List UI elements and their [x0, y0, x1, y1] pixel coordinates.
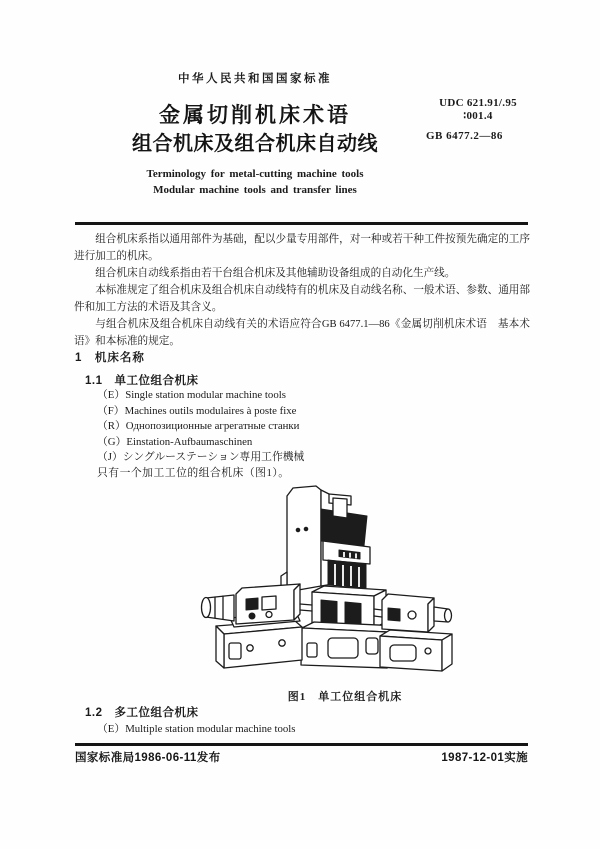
term-list-1-1 [97, 388, 517, 482]
english-title-line-1: Terminology for metal-cutting machine tools [146, 168, 364, 180]
term-definition: 只有一个加工工位的组合机床（图1）。 [97, 467, 290, 480]
term-french: （F）Machines outils modulaires à poste fixe [97, 404, 297, 417]
term-german: （G）Einstation-Aufbaumaschinen [97, 435, 253, 448]
standard-label: 中华人民共和国国家标准 [178, 73, 332, 85]
term-english: （E）Single station modular machine tools [97, 389, 286, 401]
udc-line-1: UDC 621.91/.95 [439, 97, 517, 109]
intro-paragraph: 本标准规定了组合机床及组合机床自动线特有的机床及自动线名称、一般术语、参数、通用部件和加工方法的术语及其含义。 [74, 285, 530, 313]
udc-line-2: ∶001.4 [463, 110, 493, 122]
machine-tool-illustration [190, 480, 465, 685]
intro-paragraphs [74, 231, 530, 350]
right-horizontal-unit [380, 594, 452, 671]
header-rule [75, 222, 528, 225]
title-line-2: 组合机床及组合机床自动线 [132, 133, 378, 155]
section-1-heading: 1 机床名称 [75, 352, 145, 364]
term-list-1-2: （E）Multiple station modular machine tools [97, 723, 296, 735]
intro-paragraph: 组合机床自动线系指由若干台组合机床及其他辅助设备组成的自动化生产线。 [95, 268, 456, 279]
footer-rule [75, 743, 528, 746]
footer-issued-date: 国家标准局1986-06-11发布 [75, 752, 221, 764]
english-title [62, 166, 448, 198]
standard-code: GB 6477.2—86 [426, 130, 503, 142]
english-title-line-2: Modular machine tools and transfer lines [153, 184, 357, 196]
intro-paragraph: 组合机床系指以通用部件为基础，配以少量专用部件，对一种或若干种工件按预先确定的工序进行加工的机床。 [74, 234, 530, 262]
term-russian: （R）Однопозиционные агрегатные станки [97, 420, 300, 433]
section-1-1-heading: 1.1 单工位组合机床 [85, 375, 199, 387]
footer-effective-date: 1987-12-01实施 [441, 752, 528, 764]
udc-classification [423, 97, 533, 123]
left-horizontal-unit [202, 584, 303, 668]
title-line-1: 金属切削机床术语 [159, 104, 351, 127]
intro-paragraph: 与组合机床及组合机床自动线有关的术语应符合GB 6477.1—86《金属切削机床术语 基本术语》和本标准的规定。 [74, 319, 530, 347]
workpiece-fixture [312, 586, 386, 628]
figure1-machine-drawing [190, 480, 465, 685]
figure1-caption: 图1 单工位组合机床 [287, 691, 403, 703]
section-1-2-heading: 1.2 多工位组合机床 [85, 707, 199, 719]
term-japanese: （J）シングルーステーション専用工作機械 [97, 451, 305, 464]
